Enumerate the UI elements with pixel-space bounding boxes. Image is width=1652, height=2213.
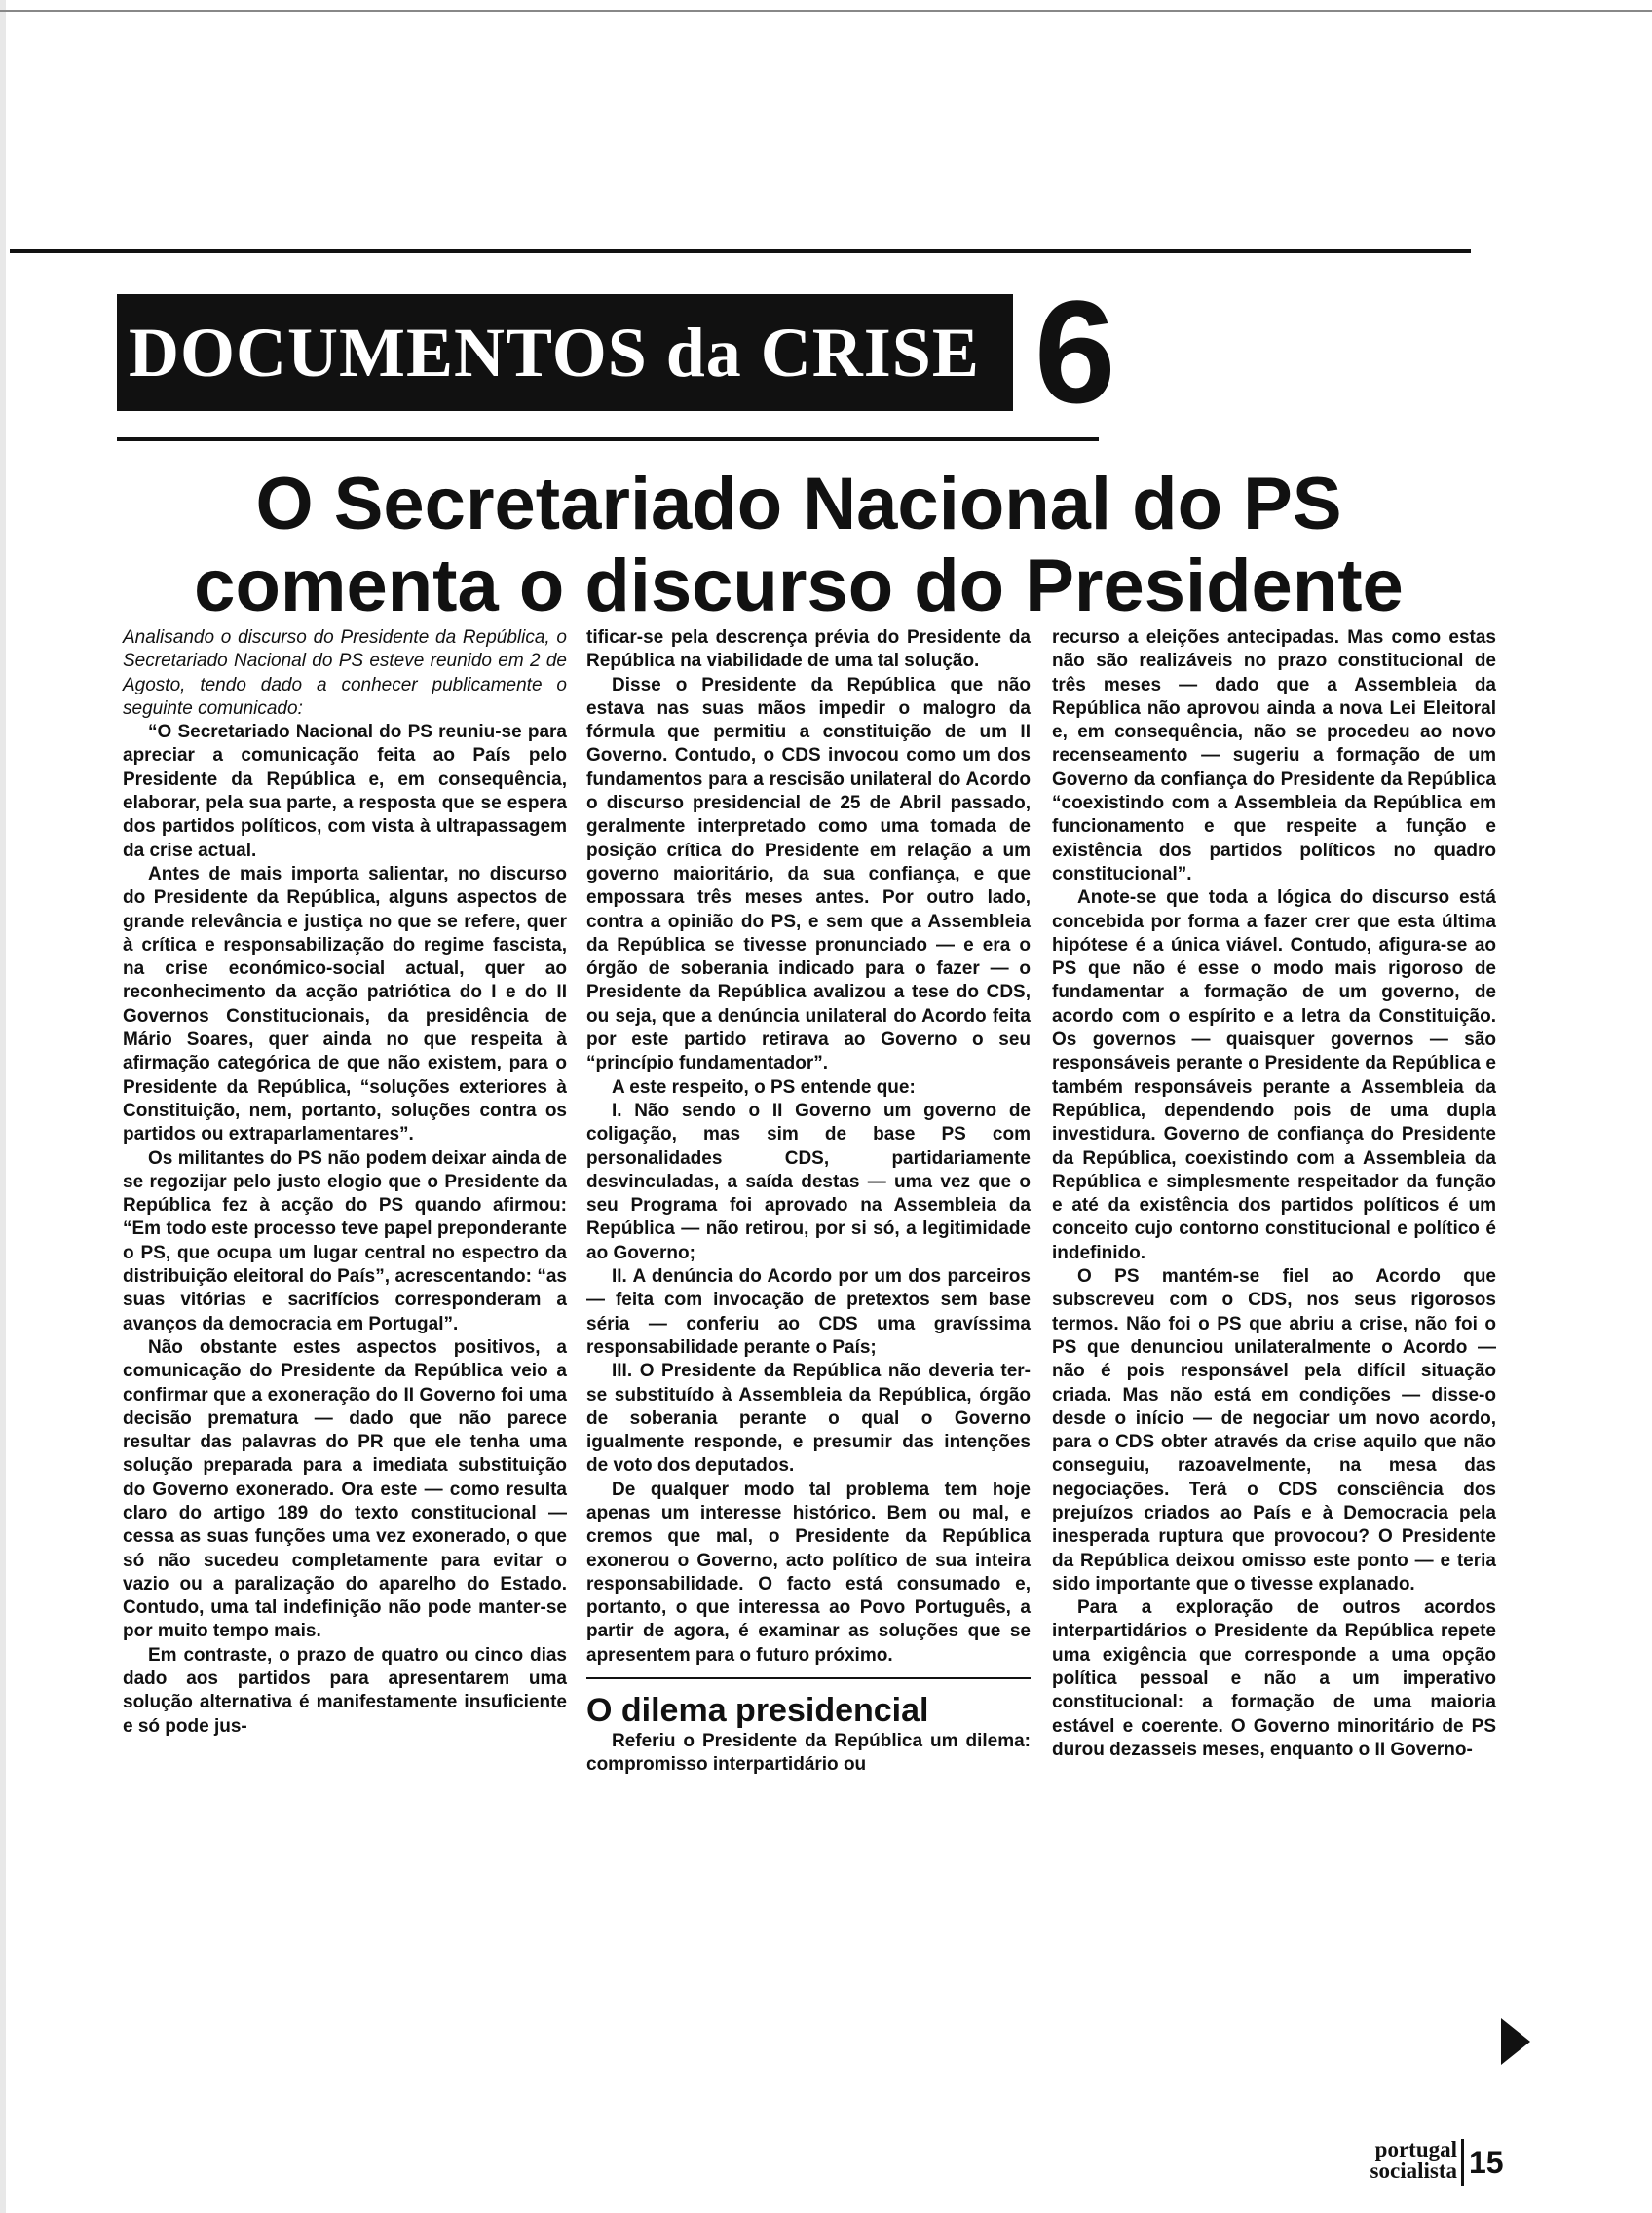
- article-paragraph: Em contraste, o prazo de quatro ou cinco dias dado aos partidos para apresentarem uma solução alternativa é manifestamente insuficiente e só pode jus-: [123, 1644, 567, 1737]
- article-paragraph: tificar-se pela descrença prévia do Presidente da República na viabilidade de uma tal solução.: [586, 627, 1031, 672]
- article-paragraph: De qualquer modo tal problema tem hoje apenas um interesse histórico. Bem ou mal, e cremos que mal, o Presidente da República exonerou o Governo, acto político de sua inteira responsabilidade. O facto está consumado e, portanto, o que interessa ao Povo Português, a partir de agora, é examinar as soluções que se apresentem para o futuro próximo.: [586, 1479, 1031, 1666]
- article-column-1: [123, 626, 567, 1739]
- subheading: O dilema presidencial: [586, 1692, 929, 1730]
- section-number: 6: [1034, 270, 1112, 433]
- article-paragraph: Os militantes do PS não podem deixar ainda de se regozijar pelo justo elogio que o Presidente da República fez à acção do PS quando afirmou: “Em todo este processo teve papel preponderante o PS, que ocupa um lugar central no espectro da distribuição eleitoral do País”, acrescentando: “as suas vitórias e sacrifícios corresponderam a avanços da democracia em Portugal”.: [123, 1147, 567, 1334]
- logo-line-2: socialista: [1370, 2158, 1457, 2183]
- scan-edge: [0, 0, 6, 2213]
- article-column-3: [1052, 626, 1496, 1762]
- publication-logo: [1336, 2139, 1457, 2182]
- page-title-line1: O Secretariado Nacional do PS: [255, 463, 1342, 545]
- article-paragraph: A este respeito, o PS entende que:: [612, 1076, 916, 1098]
- article-paragraph: Disse o Presidente da República que não estava nas suas mãos impedir o malogro da fórmula que permitiu a constituição de um II Governo. Contudo, o CDS invocou como um dos fundamentos para a rescisão unilateral do Acordo o discurso presidencial de 25 de Abril passado, geralmente interpretado como uma tomada de posição crítica do Presidente em relação a um governo maioritário, da sua confiança, e que empossara três meses antes. Por outro lado, contra a opinião do PS, e sem que a Assembleia da República se tivesse pronunciado — e era o órgão de soberania indicado para o fazer — o Presidente da República avalizou a tese do CDS, ou seja, que a denúncia unilateral do Acordo feita por este partido retirava ao Governo o seu “princípio fundamentador”.: [586, 674, 1031, 1074]
- article-paragraph: recurso a eleições antecipadas. Mas como estas não são realizáveis no prazo constitucional de três meses — dado que a Assembleia da República não aprovou ainda a nova Lei Eleitoral e, em consequência, não se procedeu ao novo recenseamento — sugeriu a formação de um Governo da confiança do Presidente da República “coexistindo com a Assembleia da República em funcionamento e que respeite a função e existência dos partidos políticos no quadro constitucional”.: [1052, 627, 1496, 884]
- article-paragraph: Não obstante estes aspectos positivos, a comunicação do Presidente da República veio a confirmar que a exoneração do II Governo foi uma decisão prematura — dado que não parece resultar das palavras do PR que ele tenha uma solução preparada para a imediata substituição do Governo exonerado. Ora este — como resulta claro do artigo 189 do texto constitucional — cessa as suas funções uma vez exonerado, o que só não sucedeu completamente para evitar o vazio ou a paralização do aparelho do Estado. Contudo, uma tal indefinição não pode manter-se por muito tempo mais.: [123, 1336, 567, 1642]
- article-paragraph: Antes de mais importa salientar, no discurso do Presidente da República, alguns aspectos de grande relevância e justiça no que se refere, quer à crítica e responsabilização do regime fascista, na crise económico-social actual, quer ao reconhecimento da acção patriótica do I e do II Governos Constitucionais, da presidência de Mário Soares, quer ainda no que respeita à afirmação categórica de que não existem, para o Presidente da República, “soluções exteriores à Constituição, nem, portanto, soluções contra os partidos ou extraparlamentares”.: [123, 863, 567, 1145]
- section-rule: [10, 249, 1471, 253]
- section-banner: [117, 294, 1013, 411]
- intro-paragraph: Analisando o discurso do Presidente da República, o Secretariado Nacional do PS esteve reunido em 2 de Agosto, tendo dado a conhecer publicamente o seguinte comunicado:: [123, 627, 567, 719]
- article-paragraph: III. O Presidente da República não deveria ter-se substituído à Assembleia da República, órgão de soberania perante o qual o Governo igualmente responde, e presumir das intenções de voto dos deputados.: [586, 1361, 1031, 1477]
- article-paragraph: Referiu o Presidente da República um dilema: compromisso interpartidário ou: [586, 1731, 1031, 1776]
- title-rule: [117, 437, 1099, 441]
- article-paragraph: I. Não sendo o II Governo um governo de coligação, mas sim de base PS com personalidades CDS, partidariamente desvinculadas, a saída destas — uma vez que o seu Programa foi aprovado na Assembleia da República — não retirou, por si só, a legitimidade ao Governo;: [586, 1100, 1031, 1263]
- article-paragraph: Anote-se que toda a lógica do discurso está concebida por forma a fazer crer que esta última hipótese é a única viável. Contudo, afigura-se ao PS que não é esse o modo mais rigoroso de fundamentar a formação de um governo, de acordo com o espírito e a letra da Constituição. Os governos — quaisquer governos — são responsáveis perante o Presidente da República e também responsáveis perante a Assembleia da República, dependendo pois de uma dupla investidura. Governo de confiança do Presidente da República, coexistindo com a Assembleia da República e simplesmente respeitador da função e até da existência dos partidos políticos é um conceito cujo contorno constitucional e político é indefinido.: [1052, 887, 1496, 1263]
- article-column-2: [586, 626, 1031, 1778]
- top-rule: [0, 10, 1652, 12]
- article-paragraph: Para a exploração de outros acordos interpartidários o Presidente da República repete uma exigência que corresponde a uma opção política pessoal e não a um imperativo constitucional: a formação de uma maioria estável e coerente. O Governo minoritário de PS durou dezasseis meses, enquanto o II Governo-: [1052, 1597, 1496, 1760]
- subheading-rule: [586, 1677, 1031, 1679]
- footer-divider: [1461, 2139, 1464, 2186]
- section-banner-label: DOCUMENTOS da CRISE: [129, 313, 980, 392]
- logo-line-1: portugal: [1374, 2137, 1457, 2161]
- page-number: 15: [1469, 2145, 1504, 2180]
- article-paragraph: II. A denúncia do Acordo por um dos parceiros — feita com invocação de pretextos sem base séria — conferiu ao CDS uma gravíssima responsabilidade perante o País;: [586, 1266, 1031, 1358]
- page-title: [117, 464, 1481, 627]
- article-paragraph: “O Secretariado Nacional do PS reuniu-se para apreciar a comunicação feita ao País pelo Presidente da República e, em consequência, elaborar, pela sua parte, a resposta que se espera dos partidos políticos, com vista à ultrapassagem da crise actual.: [123, 722, 567, 861]
- article-paragraph: O PS mantém-se fiel ao Acordo que subscreveu com o CDS, nos seus rigorosos termos. Não foi o PS que abriu a crise, não foi o PS que denunciou unilateralmente o Acordo — não é pois responsável pela difícil situação criada. Mas não está em condições — disse-o desde o início — de negociar um novo acordo, para o CDS obter através da crise aquilo que não conseguiu, razoavelmente, na mesa das negociações. Terá o CDS consciência dos prejuízos criados ao País e à Democracia pela inesperada ruptura que provocou? O Presidente da República deixou omisso este ponto — e teria sido importante que o tivesse explanado.: [1052, 1266, 1496, 1594]
- page-title-line2: comenta o discurso do Presidente: [194, 544, 1404, 627]
- triangle-right-icon: [1501, 2018, 1530, 2065]
